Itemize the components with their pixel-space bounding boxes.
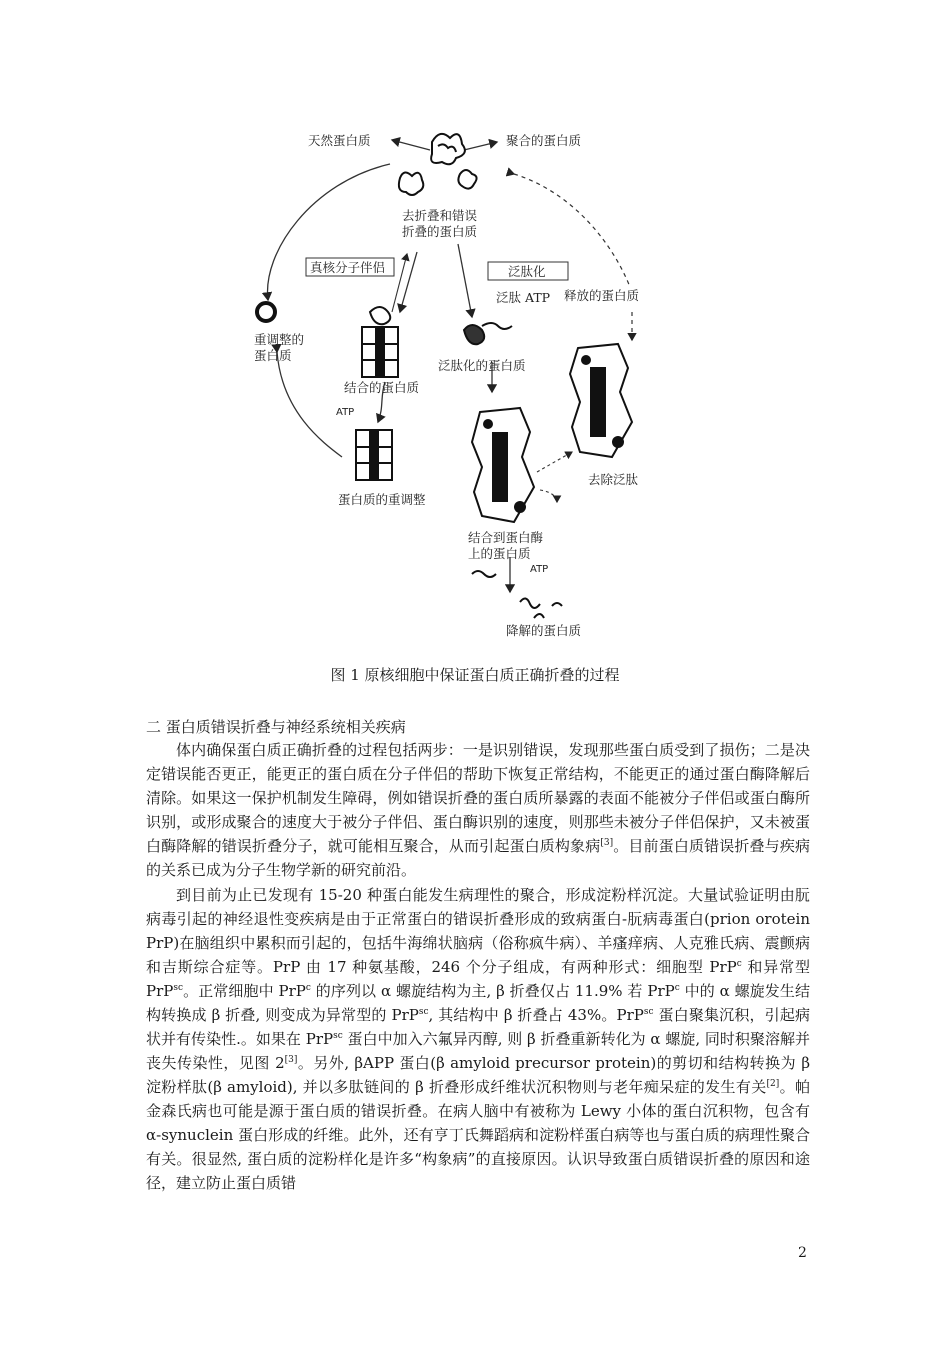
label-bound: 结合的蛋白质 [344, 380, 420, 395]
prp-c-sup: c [736, 959, 742, 969]
page-number: 2 [798, 1245, 807, 1261]
p2-text-b: 和异常型 PrP [146, 958, 810, 1000]
label-unfolded: 去折叠和错误 [402, 208, 478, 223]
p2-text-c: 。正常细胞中 PrP [183, 982, 306, 1000]
label-bound-protease-2: 上的蛋白质 [468, 546, 531, 561]
native-protein-glyph [431, 134, 465, 164]
refolding-complex-glyph [356, 430, 392, 480]
p2-text-j: 。帕金森氏病也可能是源于蛋白质的错误折叠。在病人脑中有被称为 Lewy 小体的蛋白沉积物，包含有 α-synuclein 蛋白形成的纤维。此外，还有亨丁氏舞蹈病和淀粉样蛋白病等也与蛋白质的病理性聚合有关。很显然, 蛋白质的淀粉样化是许多“构象病”的直接原因。认识导致蛋白质错误折叠的原因和途径，建立防止蛋白质错 [146, 1078, 810, 1192]
label-ubiquitinated: 泛肽化的蛋白质 [438, 358, 526, 373]
label-degraded: 降解的蛋白质 [506, 623, 582, 638]
figure-caption: 图 1 原核细胞中保证蛋白质正确折叠的过程 [330, 666, 620, 684]
paragraph-2 [146, 883, 810, 1195]
prp-sc-sup: sc [643, 1007, 654, 1017]
p2-text-i: 。另外, βAPP 蛋白(β amyloid precursor protein)的剪切和结构转换为 β 淀粉样肽(β amyloid), 并以多肽链间的 β 折叠形成纤维状沉积物则与老年痴呆症的发生有关 [146, 1054, 810, 1096]
label-released: 释放的蛋白质 [564, 288, 640, 303]
label-ubiquitin-atp: 泛肽 ATP [496, 290, 551, 305]
label-chaperone: 真核分子伴侣 [310, 260, 386, 275]
label-misfolded: 折叠的蛋白质 [402, 224, 478, 239]
protease-complex-glyph [472, 408, 534, 522]
label-bound-protease-1: 结合到蛋白酶 [468, 530, 544, 545]
ref-2: [2] [766, 1079, 780, 1089]
prp-c-sup: c [305, 983, 311, 993]
p1-text-a: 体内确保蛋白质正确折叠的过程包括两步：一是识别错误，发现那些蛋白质受到了损伤；二是决定错误能否更正，能更正的蛋白质在分子伴侣的帮助下恢复正常结构，不能更正的通过蛋白酶降解后清除。如果这一保护机制发生障碍，例如错误折叠的蛋白质所暴露的表面不能被分子伴侣或蛋白酶所识别，或形成聚合的速度大于被分子伴侣、蛋白酶识别的速度，则那些未被分子伴侣保护，又未被蛋白酶降解的错误折叠分子，就可能相互聚合，从而引起蛋白质构象病 [146, 741, 810, 855]
paragraph-1 [146, 738, 810, 882]
section-heading: 二 蛋白质错误折叠与神经系统相关疾病 [146, 718, 406, 736]
p2-text-a: 到目前为止已发现有 15-20 种蛋白能发生病理性的聚合，形成淀粉样沉淀。大量试验证明由朊病毒引起的神经退性变疾病是由于正常蛋白的错误折叠形成的致病蛋白-朊病毒蛋白(prion orotein PrP)在脑组织中累积而引起的，包括牛海绵状脑病（俗称疯牛病）、羊瘙痒病、人克雅氏病、震颤病和吉斯综合症等。PrP 由 17 种氨基酸，246 个分子组成，有两种形式：细胞型 PrP [146, 886, 810, 976]
ref-3: [3] [284, 1055, 298, 1065]
prp-sc-sup: sc [333, 1031, 343, 1041]
protein-folding-figure [252, 112, 666, 647]
chaperone-complex-glyph [362, 307, 398, 377]
label-ubiquitination: 泛肽化 [508, 264, 546, 279]
label-atp-1: ATP [336, 407, 355, 418]
ubiquitinated-protein-glyph [464, 323, 512, 344]
label-remove-ubiquitin: 去除泛肽 [588, 472, 639, 487]
p2-text-f: , 其结构中 β 折叠占 43%。PrP [428, 1006, 644, 1024]
refolded-protein-glyph [257, 303, 275, 321]
label-refolding: 蛋白质的重调整 [338, 492, 426, 507]
label-refolded-2: 蛋白质 [254, 348, 292, 363]
prp-sc-sup: sc [173, 983, 184, 993]
p1-text-b: 。目前蛋白质错误折叠与疾病的关系已成为分子生物学新的研究前沿。 [146, 837, 810, 879]
label-refolded-1: 重调整的 [254, 332, 305, 347]
p2-text-d: 的序列以 α 螺旋结构为主, β 折叠仅占 11.9% 若 PrP [310, 982, 675, 1000]
p2-text-e: 中的 α 螺旋发生结构转换成 β 折叠, 则变成为异常型的 PrP [146, 982, 810, 1024]
deubiquitin-complex-glyph [570, 344, 632, 457]
label-aggregated-protein: 聚合的蛋白质 [506, 133, 582, 148]
unfolded-protein-glyph [399, 170, 477, 195]
p2-text-h: 蛋白中加入六氟异丙醇, 则 β 折叠重新转化为 α 螺旋, 同时积聚溶解并丧失传染性，见图 2 [146, 1030, 810, 1072]
p1-ref: [3] [600, 838, 614, 848]
prp-c-sup: c [674, 983, 680, 993]
label-atp-2: ATP [530, 564, 549, 575]
label-native-protein: 天然蛋白质 [308, 133, 371, 148]
prp-sc-sup: sc [418, 1007, 429, 1017]
p2-text-g: 蛋白聚集沉积，引起病状并有传染性.。如果在 PrP [146, 1006, 810, 1048]
degraded-fragments-glyph [472, 571, 562, 618]
